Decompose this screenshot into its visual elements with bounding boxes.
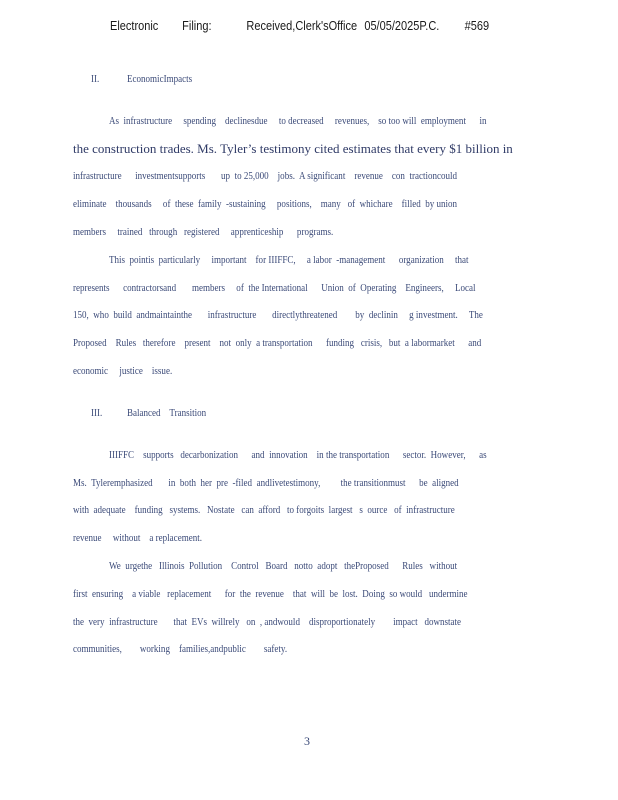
paragraph-line: members trained through registered apprenticeship programs. [73,226,334,238]
page-number: 3 [304,734,310,748]
header-electronic: Electronic [110,19,159,33]
paragraph-line: We urgethe Illinois Pollution Control Board notto adopt theProposed Rules without [109,560,458,572]
paragraph-line: IIIFFC supports decarbonization and innovation in the transportation sector. However, as [109,449,487,461]
paragraph-line: economic justice issue. [73,365,173,377]
paragraph-line: eliminate thousands of these family -sustaining positions, many of whichare filled by union [73,198,458,210]
paragraph-line: 150, who build andmaintainthe infrastructure directlythreatened by declinin g investment. The [73,309,483,321]
section-3-title: Balanced Transition [127,407,207,419]
paragraph-line: Proposed Rules therefore present not only a transportation funding crisis, but a labormarket and [73,337,482,349]
section-2-title: EconomicImpacts [127,73,193,85]
paragraph-line: This pointis particularly important for IIIFFC, a labor -management organization that [109,254,469,266]
paragraph-line: As infrastructure spending declinesdue to decreased revenues, so too will employment in [109,115,487,127]
paragraph-line: Ms. Tyleremphasized in both her pre -filed andlivetestimony, the transitionmust be aligned [73,477,459,489]
section-3-numeral: III. [91,407,103,419]
filing-stamp-header [0,19,544,39]
header-number: #569 [464,19,490,33]
paragraph-line: revenue without a replacement. [73,532,202,544]
paragraph-line: infrastructure investmentsupports up to 25,000 jobs. A significant revenue con tractioncould [73,170,458,182]
paragraph-line: the construction trades. Ms. Tyler’s testimony cited estimates that every $1 billion in [73,141,513,156]
paragraph-line: first ensuring a viable replacement for the revenue that will be lost. Doing so would undermine [73,588,468,600]
header-received: Received,Clerk'sOffice [246,19,358,33]
paragraph-line: communities, working families,andpublic safety. [73,643,288,655]
header-date: 05/05/2025P.C. [364,19,440,33]
paragraph-line: the very infrastructure that EVs willrely on , andwould disproportionately impact downstate [73,616,462,628]
paragraph-line: with adequate funding systems. Nostate can afford to forgoits largest s ource of infrastructure [73,504,455,516]
section-2-numeral: II. [91,73,100,85]
header-filing: Filing: [182,19,212,33]
paragraph-line: represents contractorsand members of the International Union of Operating Engineers, Local [73,282,476,294]
